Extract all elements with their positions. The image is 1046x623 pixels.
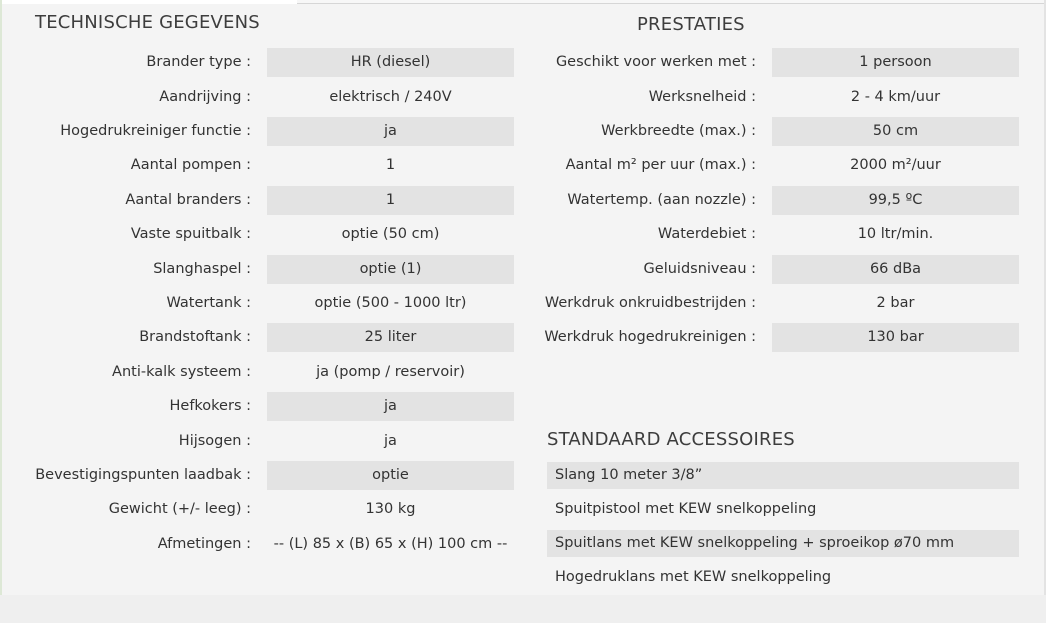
spec-value: elektrisch / 240V — [329, 89, 452, 105]
performance-label: Werksnelheid : — [648, 89, 756, 105]
performance-label: Aantal m² per uur (max.) : — [565, 157, 756, 173]
spec-value: 1 — [385, 157, 396, 173]
accessory-item: Hogedruklans met KEW snelkoppeling — [555, 569, 832, 585]
technical-specs-heading: TECHNISCHE GEGEVENS — [35, 12, 260, 33]
spec-value: HR (diesel) — [267, 48, 514, 77]
spec-value: optie — [267, 461, 514, 490]
spec-value: 130 kg — [365, 501, 416, 517]
spec-value: ja (pomp / reservoir) — [316, 364, 465, 380]
performance-value: 130 bar — [772, 323, 1019, 352]
performance-value: 2 bar — [876, 295, 915, 311]
tab-strip — [0, 0, 1046, 4]
performance-label: Werkbreedte (max.) : — [601, 123, 756, 139]
performance-label: Geluidsniveau : — [643, 261, 756, 277]
spec-label: Hijsogen : — [178, 433, 251, 449]
bottom-band — [0, 595, 1046, 623]
accessory-item: Spuitpistool met KEW snelkoppeling — [555, 501, 817, 517]
spec-label: Bevestigingspunten laadbak : — [35, 467, 251, 483]
spec-value: -- (L) 85 x (B) 65 x (H) 100 cm -- — [273, 536, 508, 552]
spec-label: Brandstoftank : — [139, 329, 251, 345]
spec-label: Watertank : — [166, 295, 251, 311]
spec-label: Slanghaspel : — [153, 261, 251, 277]
performance-heading: PRESTATIES — [637, 14, 745, 35]
accessory-item: Spuitlans met KEW snelkoppeling + sproeikop ø70 mm — [547, 530, 1019, 557]
performance-label: Werkdruk hogedrukreinigen : — [544, 329, 756, 345]
spec-value: ja — [267, 392, 514, 421]
performance-value: 2 - 4 km/uur — [850, 89, 941, 105]
spec-label: Aantal pompen : — [130, 157, 251, 173]
spec-value: ja — [267, 117, 514, 146]
spec-label: Aantal branders : — [125, 192, 251, 208]
performance-value: 99,5 ºC — [772, 186, 1019, 215]
performance-value: 66 dBa — [772, 255, 1019, 284]
performance-value: 50 cm — [772, 117, 1019, 146]
spec-value: optie (500 - 1000 ltr) — [314, 295, 467, 311]
performance-label: Watertemp. (aan nozzle) : — [567, 192, 756, 208]
accessory-item: Slang 10 meter 3/8” — [547, 462, 1019, 489]
performance-label: Waterdebiet : — [657, 226, 756, 242]
spec-label: Aandrijving : — [159, 89, 251, 105]
performance-value: 1 persoon — [772, 48, 1019, 77]
spec-label: Anti-kalk systeem : — [112, 364, 251, 380]
spec-value: 1 — [267, 186, 514, 215]
spec-label: Hefkokers : — [169, 398, 251, 414]
inactive-tab-edge — [297, 0, 1046, 4]
accessories-heading: STANDAARD ACCESSOIRES — [547, 429, 795, 450]
spec-label: Brander type : — [146, 54, 251, 70]
spec-label: Hogedrukreiniger functie : — [60, 123, 251, 139]
spec-label: Afmetingen : — [157, 536, 251, 552]
performance-value: 2000 m²/uur — [850, 157, 941, 173]
spec-label: Gewicht (+/- leeg) : — [108, 501, 251, 517]
performance-value: 10 ltr/min. — [857, 226, 934, 242]
spec-value: 25 liter — [267, 323, 514, 352]
spec-value: optie (50 cm) — [341, 226, 440, 242]
performance-label: Geschikt voor werken met : — [555, 54, 756, 70]
spec-value: ja — [384, 433, 397, 449]
spec-value: optie (1) — [267, 255, 514, 284]
performance-label: Werkdruk onkruidbestrijden : — [544, 295, 756, 311]
spec-label: Vaste spuitbalk : — [130, 226, 251, 242]
